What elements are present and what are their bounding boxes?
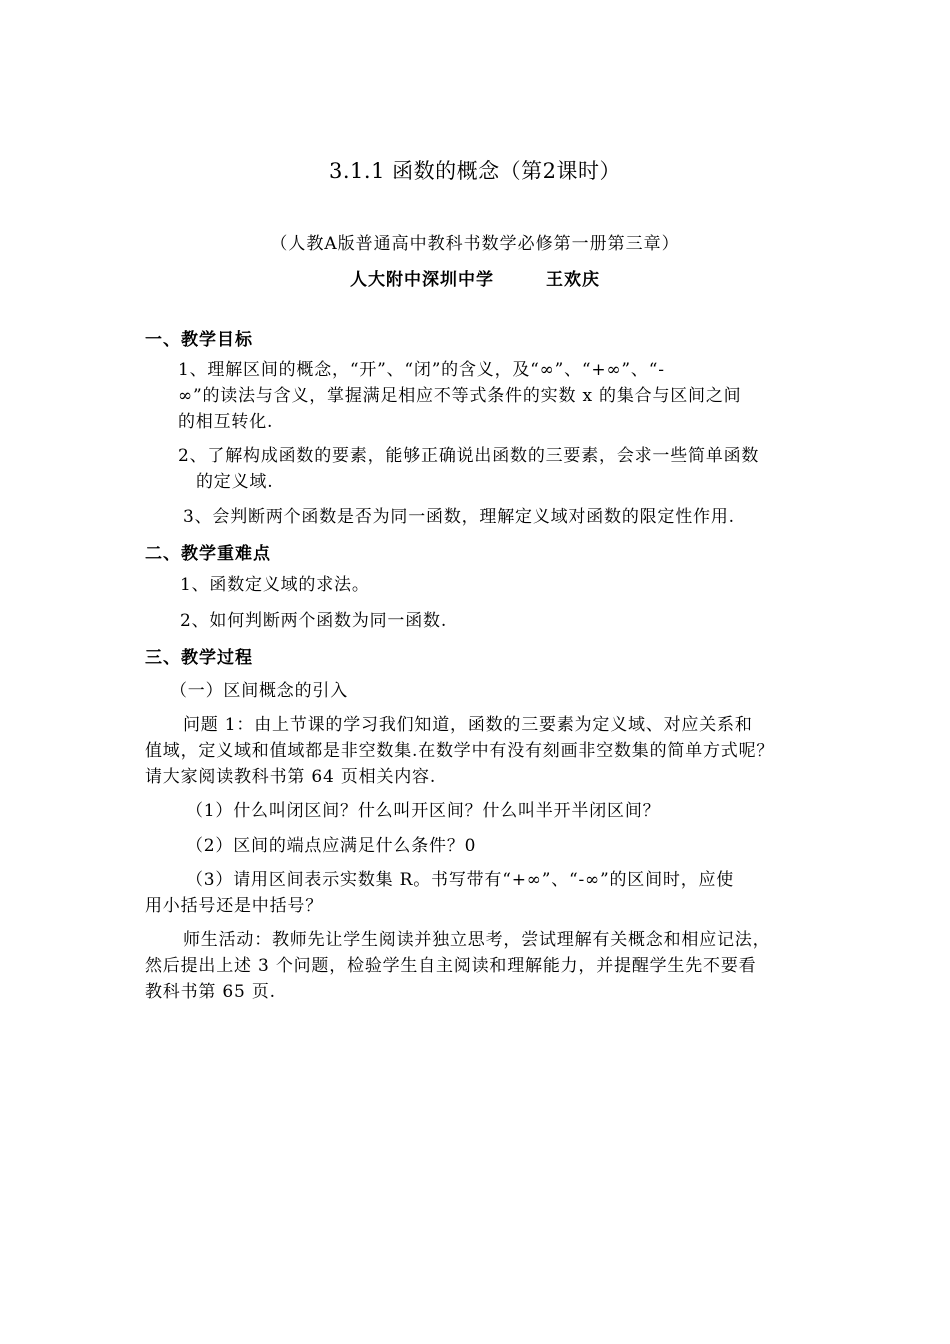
- objective-item-2-line-2: 的定义域.: [196, 472, 274, 492]
- section-heading-objectives: 一、教学目标: [145, 330, 253, 350]
- author-name: 王欢庆: [546, 270, 600, 290]
- document-title: 3.1.1 函数的概念（第2课时）: [329, 159, 621, 183]
- objective-item-3: 3、会判断两个函数是否为同一函数，理解定义域对函数的限定性作用.: [183, 507, 735, 527]
- section-heading-process: 三、教学过程: [145, 648, 253, 668]
- author-school: 人大附中深圳中学: [350, 270, 494, 290]
- question-1-line-1: 问题 1：由上节课的学习我们知道，函数的三要素为定义域、对应关系和: [183, 715, 753, 735]
- key-point-item-2: 2、如何判断两个函数为同一函数.: [180, 611, 448, 631]
- sub-question-3-line-2: 用小括号还是中括号？: [145, 896, 323, 916]
- objective-item-1-line-2: ∞”的读法与含义，掌握满足相应不等式条件的实数 x 的集合与区间之间: [178, 386, 742, 406]
- question-1-line-3: 请大家阅读教科书第 64 页相关内容.: [145, 767, 437, 787]
- sub-question-3-line-1: （3）请用区间表示实数集 R。书写带有“+∞”、“-∞”的区间时，应使: [186, 870, 735, 890]
- objective-item-2-line-1: 2、了解构成函数的要素，能够正确说出函数的三要素，会求一些简单函数: [178, 446, 760, 466]
- activity-line-2: 然后提出上述 3 个问题，检验学生自主阅读和理解能力，并提醒学生先不要看: [145, 956, 757, 976]
- document-subtitle: （人教A版普通高中教科书数学必修第一册第三章）: [270, 234, 680, 254]
- key-point-item-1: 1、函数定义域的求法。: [180, 575, 370, 595]
- activity-line-3: 教科书第 65 页.: [145, 982, 276, 1002]
- objective-item-1-line-3: 的相互转化.: [178, 412, 274, 432]
- sub-question-1: （1）什么叫闭区间？什么叫开区间？什么叫半开半闭区间？: [186, 801, 661, 821]
- section-heading-key-points: 二、教学重难点: [145, 544, 271, 564]
- activity-line-1: 师生活动：教师先让学生阅读并独立思考，尝试理解有关概念和相应记法，: [183, 930, 771, 950]
- sub-question-2: （2）区间的端点应满足什么条件？0: [186, 836, 477, 856]
- process-subheading-1: （一）区间概念的引入: [170, 681, 348, 701]
- author-line: [0, 265, 950, 290]
- question-1-line-2: 值域，定义域和值域都是非空数集.在数学中有没有刻画非空数集的简单方式呢？: [145, 741, 775, 761]
- objective-item-1-line-1: 1、理解区间的概念，“开”、“闭”的含义，及“∞”、“+∞”、“-: [178, 360, 665, 380]
